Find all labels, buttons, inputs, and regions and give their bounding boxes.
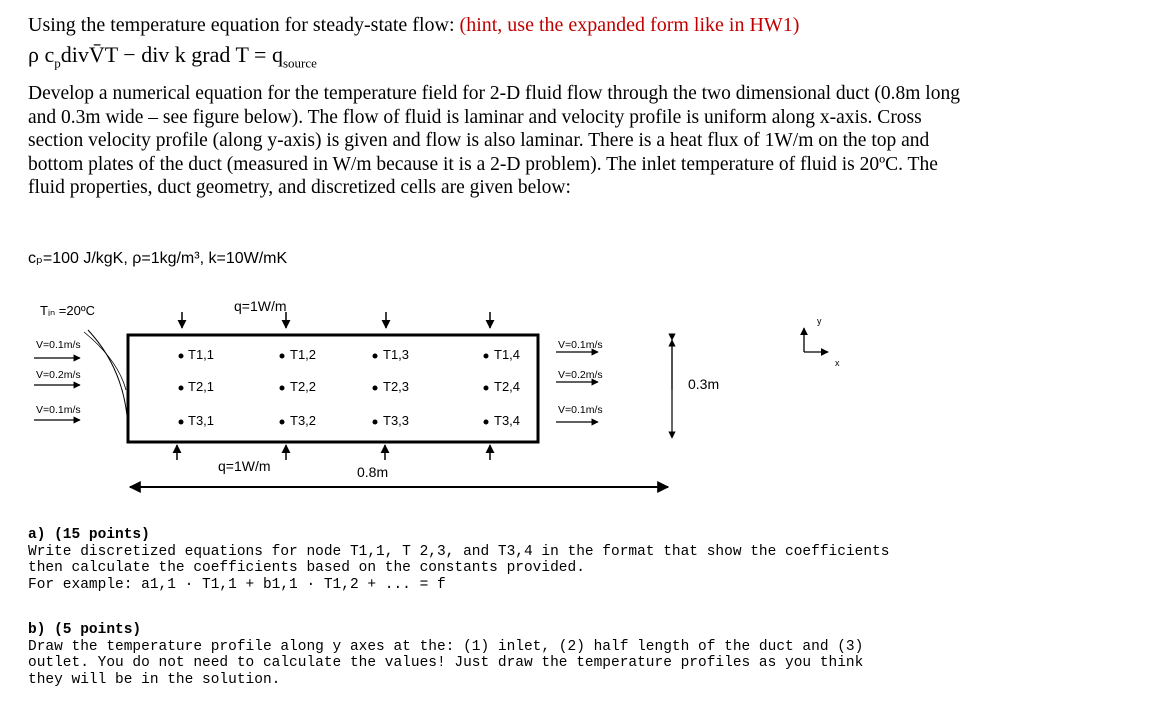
node-label: T1,4	[494, 347, 521, 362]
x-axis-label: x	[835, 358, 840, 368]
node-label: T3,4	[494, 413, 521, 428]
eq-sub-p: p	[54, 55, 61, 71]
node-label: T2,4	[494, 379, 521, 394]
inlet-velocity-2: V=0.2m/s	[36, 369, 81, 381]
node-dots	[179, 354, 489, 425]
inlet-temperature-label: Tᵢₙ =20ºC	[40, 303, 95, 318]
length-label: 0.8m	[357, 464, 389, 480]
top-heat-flux-label: q=1W/m	[234, 298, 287, 314]
part-b	[28, 622, 863, 688]
eq-sub-source: source	[282, 55, 317, 71]
part-b-line2: outlet. You do not need to calculate the values! Just draw the temperature profiles as you think	[28, 655, 864, 671]
node-label: T3,1	[188, 413, 215, 428]
node-label: T1,2	[290, 347, 317, 362]
part-a-label: a) (15 points)	[28, 527, 150, 543]
node-label: T1,3	[383, 347, 410, 362]
eq-body: divV̄T − div k grad T = q	[60, 42, 283, 67]
part-b-line1: Draw the temperature profile along y axes at the: (1) inlet, (2) half length of the duct and (3)	[28, 638, 864, 655]
eq-rho-c: ρ c	[28, 42, 55, 67]
inlet-velocity-3: V=0.1m/s	[36, 404, 81, 416]
fluid-properties: cₚ=100 J/kgK, ρ=1kg/m³, k=10W/mK	[28, 250, 288, 267]
velocity-profile-curve	[88, 330, 128, 442]
hint-text: (hint, use the expanded form like in HW1)	[459, 14, 800, 36]
node-label: T2,1	[188, 379, 215, 394]
node-label: T3,2	[290, 413, 317, 428]
part-a	[28, 527, 889, 593]
part-a-line2: then calculate the coefficients based on the constants provided.	[28, 560, 585, 576]
header-lead: Using the temperature equation for steady-state flow:	[28, 14, 455, 36]
node-label: T3,3	[383, 413, 410, 428]
temperature-equation	[28, 42, 317, 71]
outlet-velocity-2: V=0.2m/s	[558, 369, 603, 381]
outlet-velocity-1: V=0.1m/s	[558, 339, 603, 351]
inlet-velocity-1: V=0.1m/s	[36, 339, 81, 351]
part-b-line3: they will be in the solution.	[28, 671, 281, 688]
outlet-velocity-3: V=0.1m/s	[558, 404, 603, 416]
node-label: T1,1	[188, 347, 215, 362]
duct-figure	[0, 290, 1152, 495]
node-label: T2,3	[383, 379, 410, 394]
part-a-line1: Write discretized equations for node T1,1, T 2,3, and T3,4 in the format that show the coefficients	[28, 543, 890, 560]
axes-icon	[804, 328, 828, 352]
problem-header	[28, 14, 799, 37]
top-heat-arrows	[182, 312, 490, 328]
node-label: T2,2	[290, 379, 317, 394]
bottom-heat-flux-label: q=1W/m	[218, 458, 271, 474]
problem-description: Develop a numerical equation for the temperature field for 2-D fluid flow through the two dimensional duct (0.8m long and 0.3m wide – see figure below). The flow of fluid is laminar and velocity profile is uniform along x-axis. Cross section velocity profile (along y-axis) is given and flow is also laminar. There is a heat flux of 1W/m on the top and bottom plates of the duct (measured in W/m because it is a 2-D problem). The inlet temperature of fluid is 20ºC. The fluid properties, duct geometry, and discretized cells are given below:	[28, 83, 960, 199]
y-axis-label: y	[817, 316, 822, 326]
height-label: 0.3m	[688, 376, 720, 392]
part-b-label: b) (5 points)	[28, 622, 142, 638]
part-a-line3: For example: a1,1 · T1,1 + b1,1 · T1,2 + ... = f	[28, 576, 446, 593]
